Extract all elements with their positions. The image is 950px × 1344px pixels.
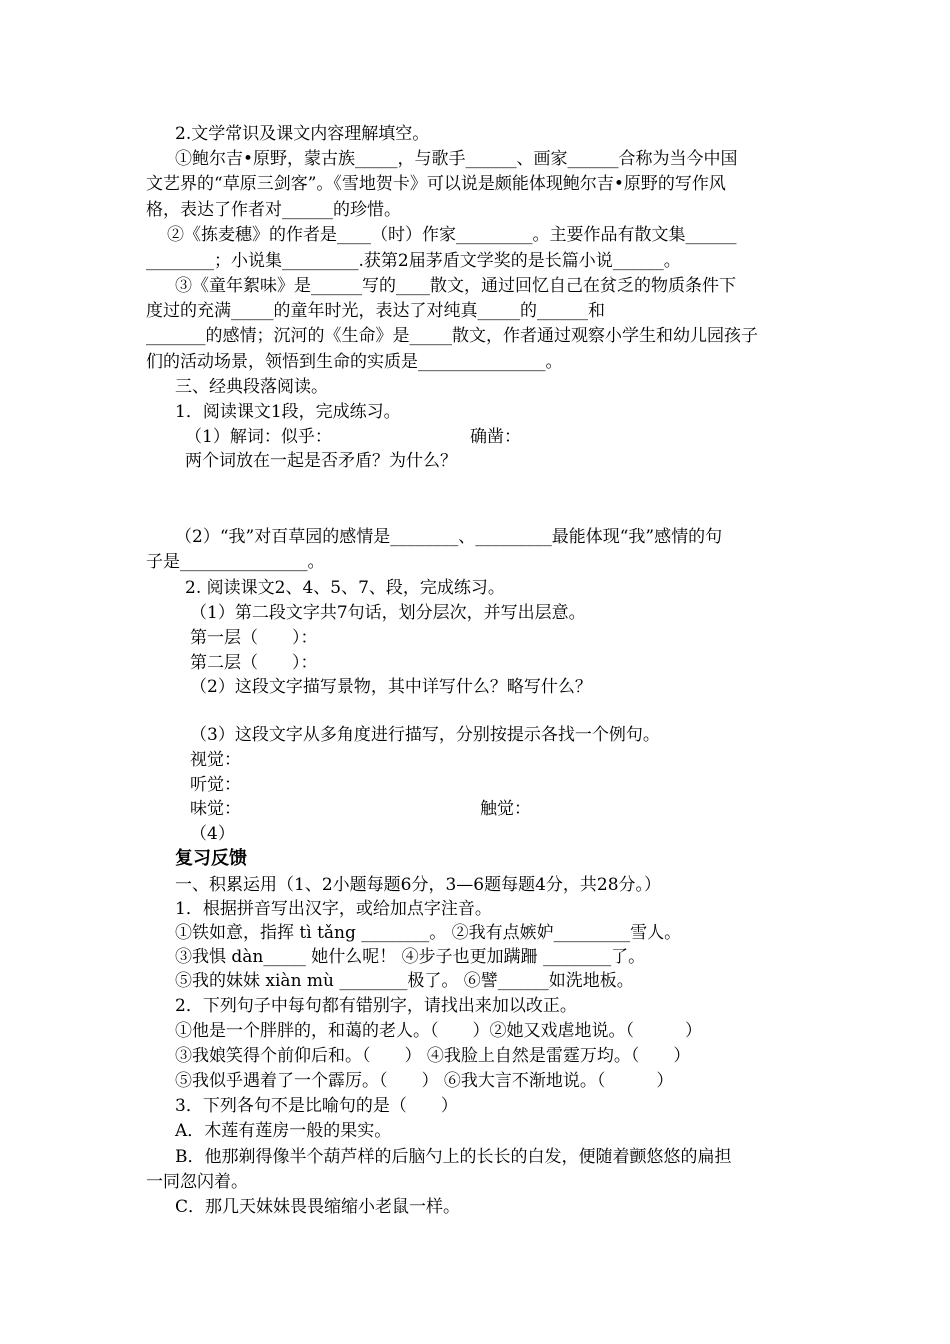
- text-line: ①铁如意，指挥 tì tǎng ________。 ②我有点嫉妒_________雪人。: [175, 923, 682, 943]
- text-line: 触觉：: [480, 799, 531, 819]
- text-line: （3）这段文字从多角度进行描写，分别按提示各找一个例句。: [190, 725, 660, 745]
- question-heading: 3．下列各句不是比喻句的是（ ）: [175, 1096, 458, 1116]
- text-line: ⑤我似乎遇着了一个霹厉。（ ） ⑥我大言不渐地说。（ ）: [175, 1071, 674, 1091]
- text-line: 两个词放在一起是否矛盾？为什么？: [185, 451, 457, 471]
- text-line: 确凿：: [470, 427, 521, 447]
- text-line: 听觉：: [190, 775, 241, 795]
- text-line: （4）: [190, 824, 235, 844]
- option-b: B．他那剃得像半个葫芦样的后脑勺上的长长的白发，便随着颤悠悠的扁担: [175, 1147, 732, 1167]
- section-heading: 一、积累运用（1、2小题每题6分，3—6题每题4分，共28分。）: [175, 875, 662, 895]
- text-line: ③我惧 dàn_____ 她什么呢！ ④步子也更加蹒跚 ________了。: [175, 947, 646, 967]
- text-line: 文艺界的“草原三剑客”。《雪地贺卡》可以说是颇能体现鲍尔吉•原野的写作风: [146, 174, 726, 194]
- text-line: 度过的充满_____的童年时光，表达了对纯真_____的______和: [146, 301, 605, 321]
- text-line: ①鲍尔吉•原野，蒙古族_____，与歌手______、画家______合称为当今中国: [175, 149, 738, 169]
- text-line: 第二层（ ）：: [190, 653, 318, 673]
- question-heading: 2．下列句子中每句都有错别字，请找出来加以改正。: [175, 996, 577, 1016]
- text-line: 第一层（ ）：: [190, 628, 318, 648]
- text-line: ③我娘笑得个前仰后和。（ ） ④我脸上自然是雷霆万均。（ ）: [175, 1046, 691, 1066]
- text-line: 格，表达了作者对______的珍惜。: [146, 200, 401, 220]
- option-a: A．木莲有莲房一般的果实。: [175, 1121, 392, 1141]
- text-line: 们的活动场景，领悟到生命的实质是_______________。: [146, 352, 563, 372]
- text-line: 2.文学常识及课文内容理解填空。: [175, 124, 430, 144]
- text-line: ②《拣麦穗》的作者是____（时）作家_________。主要作品有散文集______: [167, 225, 737, 245]
- question-heading: 2. 阅读课文2、4、5、7、段，完成练习。: [185, 578, 505, 598]
- text-line: 味觉：: [190, 799, 241, 819]
- text-line: （1）第二段文字共7句话，划分层次，并写出层意。: [190, 603, 586, 623]
- option-c: C．那几天妹妹畏畏缩缩小老鼠一样。: [175, 1197, 461, 1217]
- section-title: 复习反馈: [175, 848, 247, 869]
- section-heading: 三、经典段落阅读。: [175, 377, 328, 397]
- text-line: ③《童年絮味》是______写的____散文，通过回忆自己在贫乏的物质条件下: [175, 276, 736, 296]
- text-line: （1）解词：似乎：: [185, 427, 332, 447]
- text-line: ⑤我的妹妹 xiàn mù ________极了。 ⑥譬______如洗地板。: [175, 971, 634, 991]
- text-line: 一同忽闪着。: [146, 1172, 248, 1192]
- question-heading: 1．根据拼音写出汉字，或给加点字注音。: [175, 899, 492, 919]
- text-line: 子是_______________。: [146, 552, 325, 572]
- text-line: _______的感情；沉河的《生命》是_____散文，作者通过观察小学生和幼儿园孩子: [146, 326, 758, 346]
- question-heading: 1．阅读课文1段，完成练习。: [175, 402, 401, 422]
- text-line: ①他是一个胖胖的，和蔼的老人。（ ）②她又戏虐地说。（ ）: [175, 1021, 702, 1041]
- text-line: 视觉：: [190, 750, 241, 770]
- text-line: ________；小说集_________.获第2届茅盾文学奖的是长篇小说______。: [146, 251, 681, 271]
- text-line: （2）“我”对百草园的感情是________、_________最能体现“我”感情的句: [175, 527, 723, 547]
- text-line: （2）这段文字描写景物，其中详写什么？略写什么？: [190, 677, 592, 697]
